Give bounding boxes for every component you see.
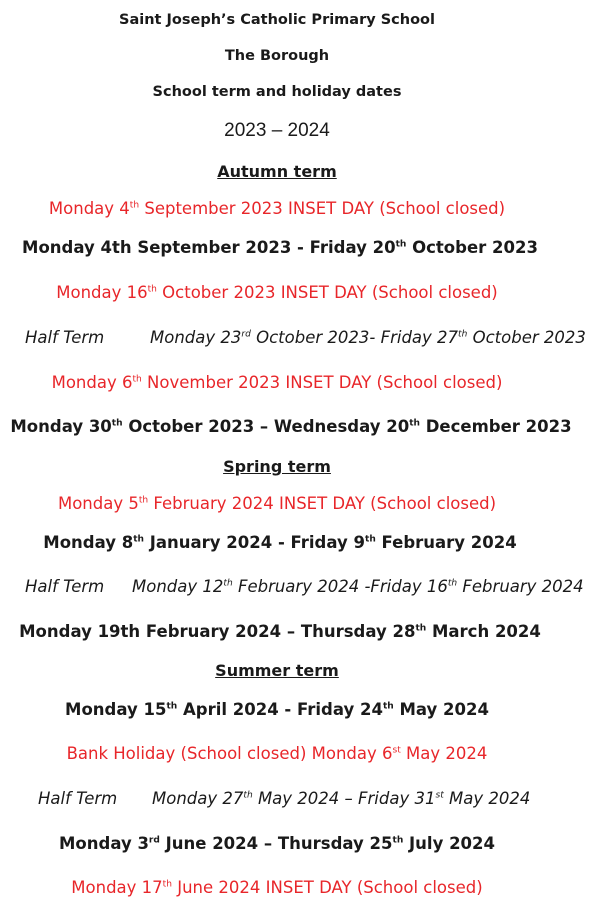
summer-period-2: Monday 3rd June 2024 – Thursday 25th July 2024 [59, 834, 495, 853]
autumn-period-2: Monday 30th October 2023 – Wednesday 20th December 2023 [10, 417, 572, 436]
autumn-term-title: Autumn term [217, 162, 337, 181]
spring-period-1: Monday 8th January 2024 - Friday 9th February 2024 [43, 533, 517, 552]
spring-period-2: Monday 19th February 2024 – Thursday 28th March 2024 [19, 622, 541, 641]
document-subtitle: School term and holiday dates [152, 84, 402, 100]
autumn-half-term-dates: Monday 23rd October 2023- Friday 27th October 2023 [150, 328, 586, 347]
summer-period-1: Monday 15th April 2024 - Friday 24th May 2024 [65, 700, 489, 719]
spring-half-term-dates: Monday 12th February 2024 -Friday 16th February 2024 [132, 577, 584, 596]
spring-half-term-label: Half Term [25, 577, 105, 596]
autumn-inset-day-3: Monday 6th November 2023 INSET DAY (School closed) [51, 373, 503, 392]
summer-term-title: Summer term [215, 661, 339, 680]
autumn-inset-day-2: Monday 16th October 2023 INSET DAY (School closed) [56, 283, 498, 302]
summer-half-term-label: Half Term [38, 789, 118, 808]
autumn-period-1: Monday 4th September 2023 - Friday 20th October 2023 [22, 238, 538, 257]
spring-inset-day-1: Monday 5th February 2024 INSET DAY (School closed) [57, 494, 497, 513]
school-name: Saint Joseph’s Catholic Primary School [119, 12, 435, 28]
summer-inset-day-1: Monday 17th June 2024 INSET DAY (School closed) [71, 878, 483, 897]
autumn-inset-day-1: Monday 4th September 2023 INSET DAY (School closed) [48, 199, 506, 218]
autumn-half-term-label: Half Term [25, 328, 105, 347]
summer-bank-holiday: Bank Holiday (School closed) Monday 6st May 2024 [66, 744, 488, 763]
borough-name: The Borough [224, 48, 330, 64]
summer-half-term-dates: Monday 27th May 2024 – Friday 31st May 2024 [152, 789, 531, 808]
academic-year: 2023 – 2024 [224, 120, 330, 141]
spring-term-title: Spring term [223, 457, 331, 476]
